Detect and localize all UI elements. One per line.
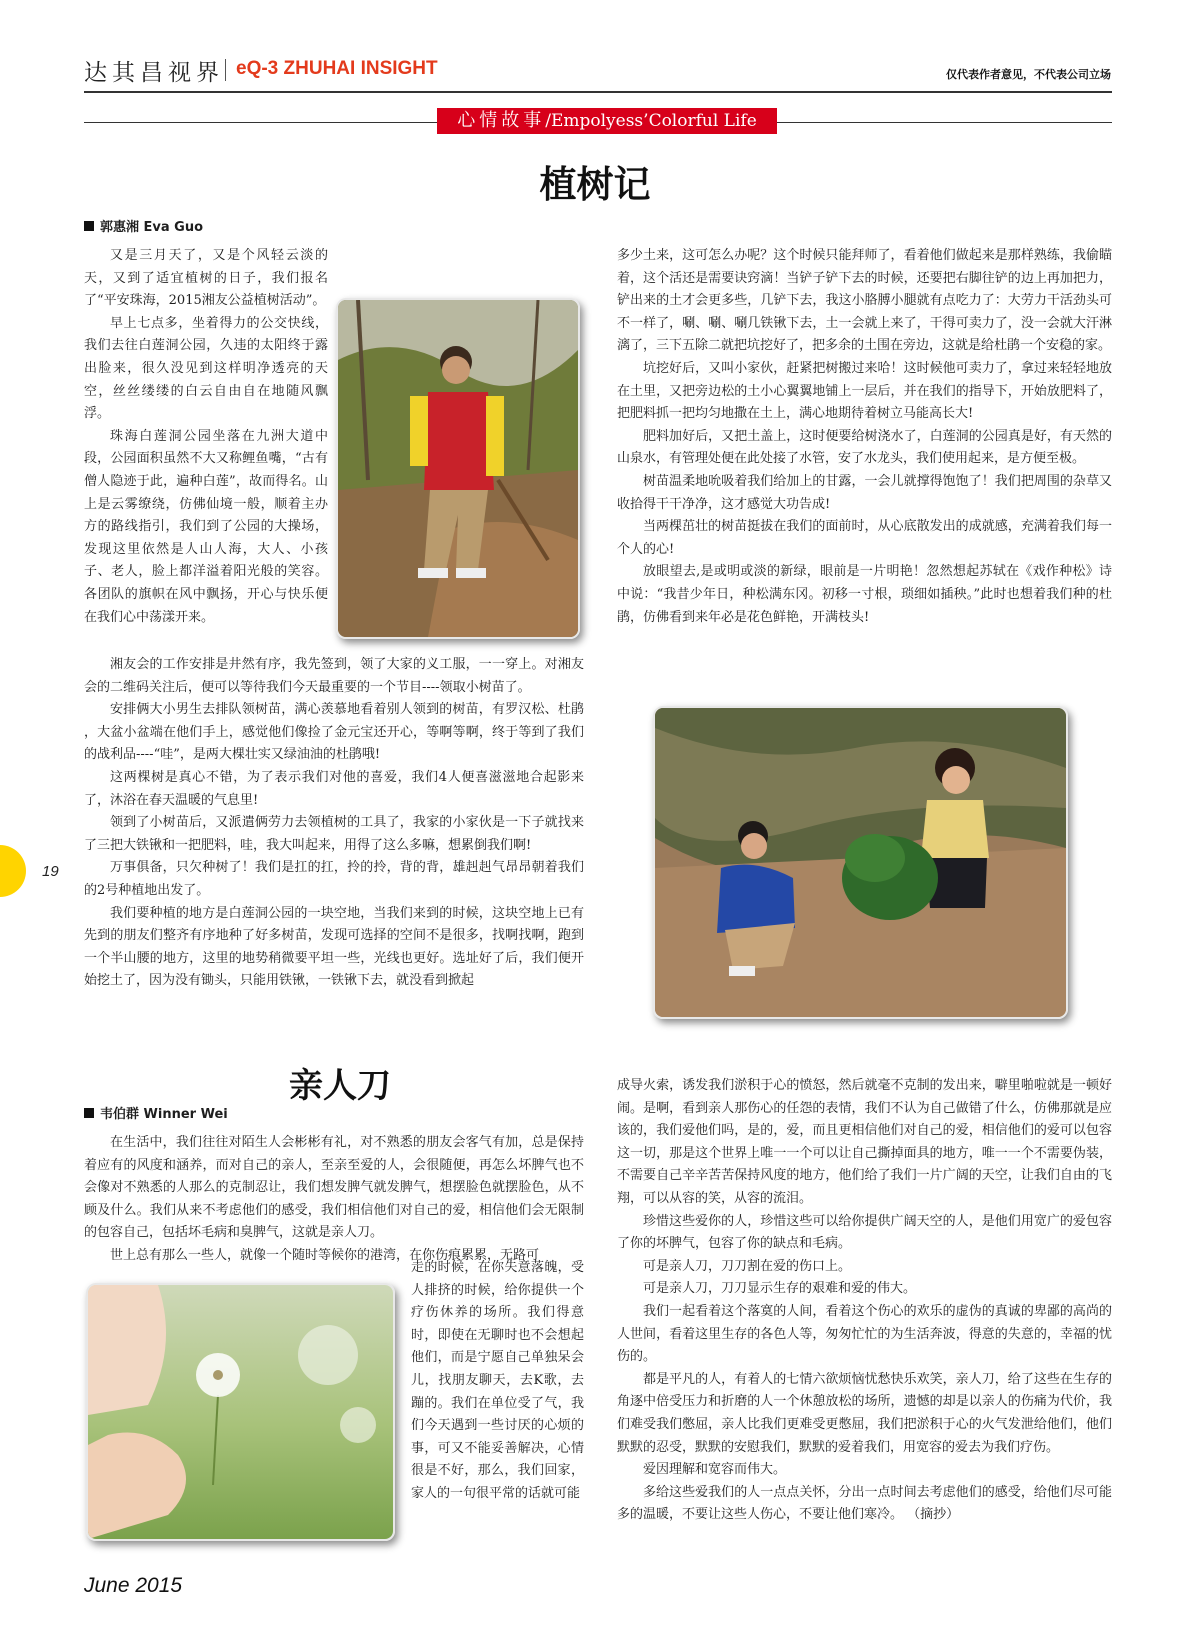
article-title: 亲人刀 — [289, 1066, 391, 1106]
article-author — [84, 1103, 228, 1122]
paragraph: 万事俱备，只欠种树了！我们是扛的扛，拎的拎，背的背，雄赳赳气昂昂朝着我们的2号种植地出发了。 — [84, 860, 584, 898]
paragraph: 珍惜这些爱你的人，珍惜这些可以给你提供广阔天空的人，是他们用宽广的爱包容了你的坏脾气，包容了你的缺点和毛病。 — [617, 1213, 1112, 1252]
paragraph: 领到了小树苗后，又派遣俩劳力去领植树的工具了，我家的小家伙是一下子就找来了三把大铁锹和一把肥料，哇，我大叫起来，用得了这么多嘛，想累倒我们啊! — [84, 815, 584, 853]
photo-boy-digging — [336, 298, 580, 639]
author-square-icon — [84, 1108, 94, 1118]
paragraph: 成导火索，诱发我们淤积于心的愤怒，然后就毫不克制的发出来，噼里啪啦就是一顿好闹。是啊，看到亲人那伤心的任怨的表情，我们不认为自己做错了什么，仿佛那就是应该的，我们爱他们吗，是的，爱，而且更相信他们对自己的爱，相信他们的爱可以包容这一切，那是这个世界上唯一一个可以让自己撕掉面具的地方，唯一一个不需要伪装，不需要自己辛辛苦苦保持风度的地方，他们给了我们一片广阔的天空，让我们自由的飞翔，可以从容的笑，从容的流泪。 — [617, 1078, 1112, 1206]
paragraph: 早上七点多，坐着得力的公交快线，我们去往白莲洞公园，久违的太阳终于露出脸来，很久没见到这样明净透亮的天空，丝丝缕缕的白云自由自在地随风飘浮。 — [84, 315, 328, 422]
section-title-cn: 心情故事 — [457, 110, 546, 131]
author-name: 韦伯群 Winner Wei — [100, 1107, 228, 1122]
photo-dandelion — [86, 1283, 395, 1541]
paragraph: 都是平凡的人，有着人的七情六欲烦恼忧愁快乐欢笑，亲人刀，给了这些在生存的角逐中倍受压力和折磨的人一个休憩放松的场所，遗憾的却是以亲人的伤痛为代价，我们难受我们憋屈，亲人比我们更难受更憋屈，我们把淤积于心的火气发泄给他们，他们默默的忍受，默默的安慰我们，默默的爱着我们，用宽容的爱去为我们疗伤。 — [617, 1371, 1112, 1455]
paragraph: 又是三月天了，又是个风轻云淡的天，又到了适宜植树的日子，我们报名了“平安珠海，2015湘友公益植树活动”。 — [84, 248, 328, 309]
paragraph: 走的时候，在你失意落魄，受人排挤的时候，给你提供一个疗伤休养的场所。我们得意时，即使在无聊时也不会想起他们，而是宁愿自己单独呆会儿，找朋友聊天，去K歌，去蹦的。我们在单位受了气，我们今天遇到一些讨厌的心烦的事，可又不能妥善解决，心情很是不好，那么，我们回家，家人的一句很平常的话就可能 — [411, 1260, 584, 1501]
article1-right — [617, 245, 1112, 629]
page-number: 19 — [42, 863, 59, 880]
article-title: 植树记 — [539, 162, 651, 206]
paragraph: 世上总有那么一些人，就像一个随时等候你的港湾，在你伤痕累累，无路可 — [110, 1247, 540, 1263]
header-brand-en: eQ-3 ZHUHAI INSIGHT — [236, 58, 438, 79]
paragraph: 树苗温柔地吮吸着我们给加上的甘露，一会儿就撑得饱饱了！我们把周围的杂草又收拾得干干净净，这才感觉大功告成! — [617, 473, 1112, 512]
paragraph: 我们要种植的地方是白莲洞公园的一块空地，当我们来到的时候，这块空地上已有先到的朋友们整齐有序地种了好多树苗，发现可选择的空间不是很多，找啊找啊，跑到一个半山腰的地方，这里的地势稍微要平坦一些，光线也更好。选址好了后，我们便开始挖土了，因为没有锄头，只能用铁锹，一铁锹下去，就没看到掀起 — [84, 905, 584, 989]
article2-right — [617, 1075, 1112, 1527]
photo-family-with-shrub — [653, 706, 1068, 1019]
author-name: 郭惠湘 Eva Guo — [100, 220, 204, 235]
issue-date: June 2015 — [84, 1574, 183, 1597]
paragraph: 可是亲人刀，刀刀显示生存的艰难和爱的伟大。 — [643, 1281, 917, 1297]
paragraph: 肥料加好后，又把土盖上，这时便要给树浇水了，白莲洞的公园真是好，有天然的山泉水，有管理处便在此处接了水管，安了水龙头，我们使用起来，是方便至极。 — [617, 428, 1112, 467]
paragraph: 湘友会的工作安排是井然有序，我先签到，领了大家的义工服，一一穿上。对湘友会的二维码关注后，便可以等待我们今天最重要的一个节目----领取小树苗了。 — [84, 657, 584, 695]
header-divider — [225, 59, 226, 81]
paragraph: 可是亲人刀，刀刀割在爱的伤口上。 — [643, 1258, 852, 1274]
article1-left-bottom — [84, 654, 584, 993]
paragraph: 珠海白莲洞公园坐落在九洲大道中段，公园面积虽然不大又称鲤鱼嘴，“古有僧人隐迹于此，遍种白莲”，故而得名。山上是云雾缭绕，仿佛仙境一般，顺着主办方的路线指引，我们到了公园的大操场，发现这里依然是人山人海，大人、小孩子、老人，脸上都洋溢着阳光般的笑容。各团队的旗帜在风中飘扬，开心与快乐便在我们心中荡漾开来。 — [84, 428, 328, 625]
paragraph: 安排俩大小男生去排队领树苗，满心羡慕地看着别人领到的树苗，有罗汉松、杜鹃 ，大盆小盆端在他们手上，感觉他们像捡了金元宝还开心，等啊等啊，终于等到了我们的战利品----“哇”，是两大棵壮实又绿油油的杜鹃哦! — [84, 702, 584, 763]
article2-left-full — [84, 1132, 584, 1268]
header-rule — [84, 91, 1112, 93]
section-title-en: /Empolyess’Colorful Life — [545, 111, 757, 131]
paragraph: 在生活中，我们往往对陌生人会彬彬有礼，对不熟悉的朋友会客气有加，总是保持着应有的风度和涵养，而对自己的亲人，至亲至爱的人，会很随便，再怎么坏脾气也不会像对不熟悉的人那么的克制忍让，我们想发脾气就发脾气，想摆脸色就摆脸色，从不顾及什么。我们从来不考虑他们的感受，我们相信他们对自己的爱，相信他们会无限制的包容自己，包括坏毛病和臭脾气，这就是亲人刀。 — [84, 1135, 584, 1241]
header-disclaimer: 仅代表作者意见，不代表公司立场 — [946, 68, 1111, 81]
paragraph: 坑挖好后，又叫小家伙，赶紧把树搬过来哈！这时候他可卖力了，拿过来轻轻地放在土里，又把旁边松的土小心翼翼地铺上一层后，并在我们的指导下，开始放肥料了，把肥料抓一把均匀地撒在土上，满心地期待着树立马能高长大! — [617, 360, 1112, 422]
section-banner — [437, 108, 777, 134]
header-brand-cn: 达其昌视界 — [84, 60, 224, 86]
page-tab — [0, 845, 26, 897]
paragraph: 我们一起看着这个落寞的人间，看着这个伤心的欢乐的虚伪的真诚的卑鄙的高尚的人世间，看着这里生存的各色人等，匆匆忙忙的为生活奔波，得意的失意的，幸福的忧伤的。 — [617, 1303, 1112, 1365]
paragraph: 这两棵树是真心不错，为了表示我们对他的喜爱，我们4人便喜滋滋地合起影来了，沐浴在春天温暖的气息里! — [84, 769, 584, 808]
paragraph: 放眼望去,是或明或淡的新绿，眼前是一片明艳！忽然想起苏轼在《戏作种松》诗中说：“我昔少年日，种松满东冈。初移一寸根，琐细如插秧。”此时也想着我们种的杜鹃，仿佛看到来年必是花色鲜艳，开满枝头! — [617, 564, 1112, 625]
author-square-icon — [84, 221, 94, 231]
article-author — [84, 216, 203, 235]
article2-left-narrow — [411, 1257, 584, 1506]
paragraph: 多少土来，这可怎么办呢？这个时候只能拜师了，看着他们做起来是那样熟练，我偷瞄着，这个活还是需要诀窍滴！当铲子铲下去的时候，还要把右脚往铲的边上再加把力，铲出来的土才会更多些，几铲下去，我这小胳膊小腿就有点吃力了：大劳力干活劲头可不一样了，唰、唰、唰几铁锹下去，土一会就上来了，干得可卖力了，没一会就大汗淋漓了，三下五除二就把坑挖好了，把多余的土围在旁边，这就是给杜鹃一个安稳的家。 — [617, 248, 1112, 354]
paragraph: 爱因理解和宽容而伟大。 — [643, 1462, 787, 1478]
paragraph: 多给这些爱我们的人一点点关怀，分出一点时间去考虑他们的感受，给他们尽可能多的温暖，不要让这些人伤心，不要让他们寒冷。 （摘抄） — [617, 1484, 1112, 1523]
paragraph: 当两棵茁壮的树苗挺拔在我们的面前时，从心底散发出的成就感，充满着我们每一个人的心! — [617, 519, 1112, 557]
